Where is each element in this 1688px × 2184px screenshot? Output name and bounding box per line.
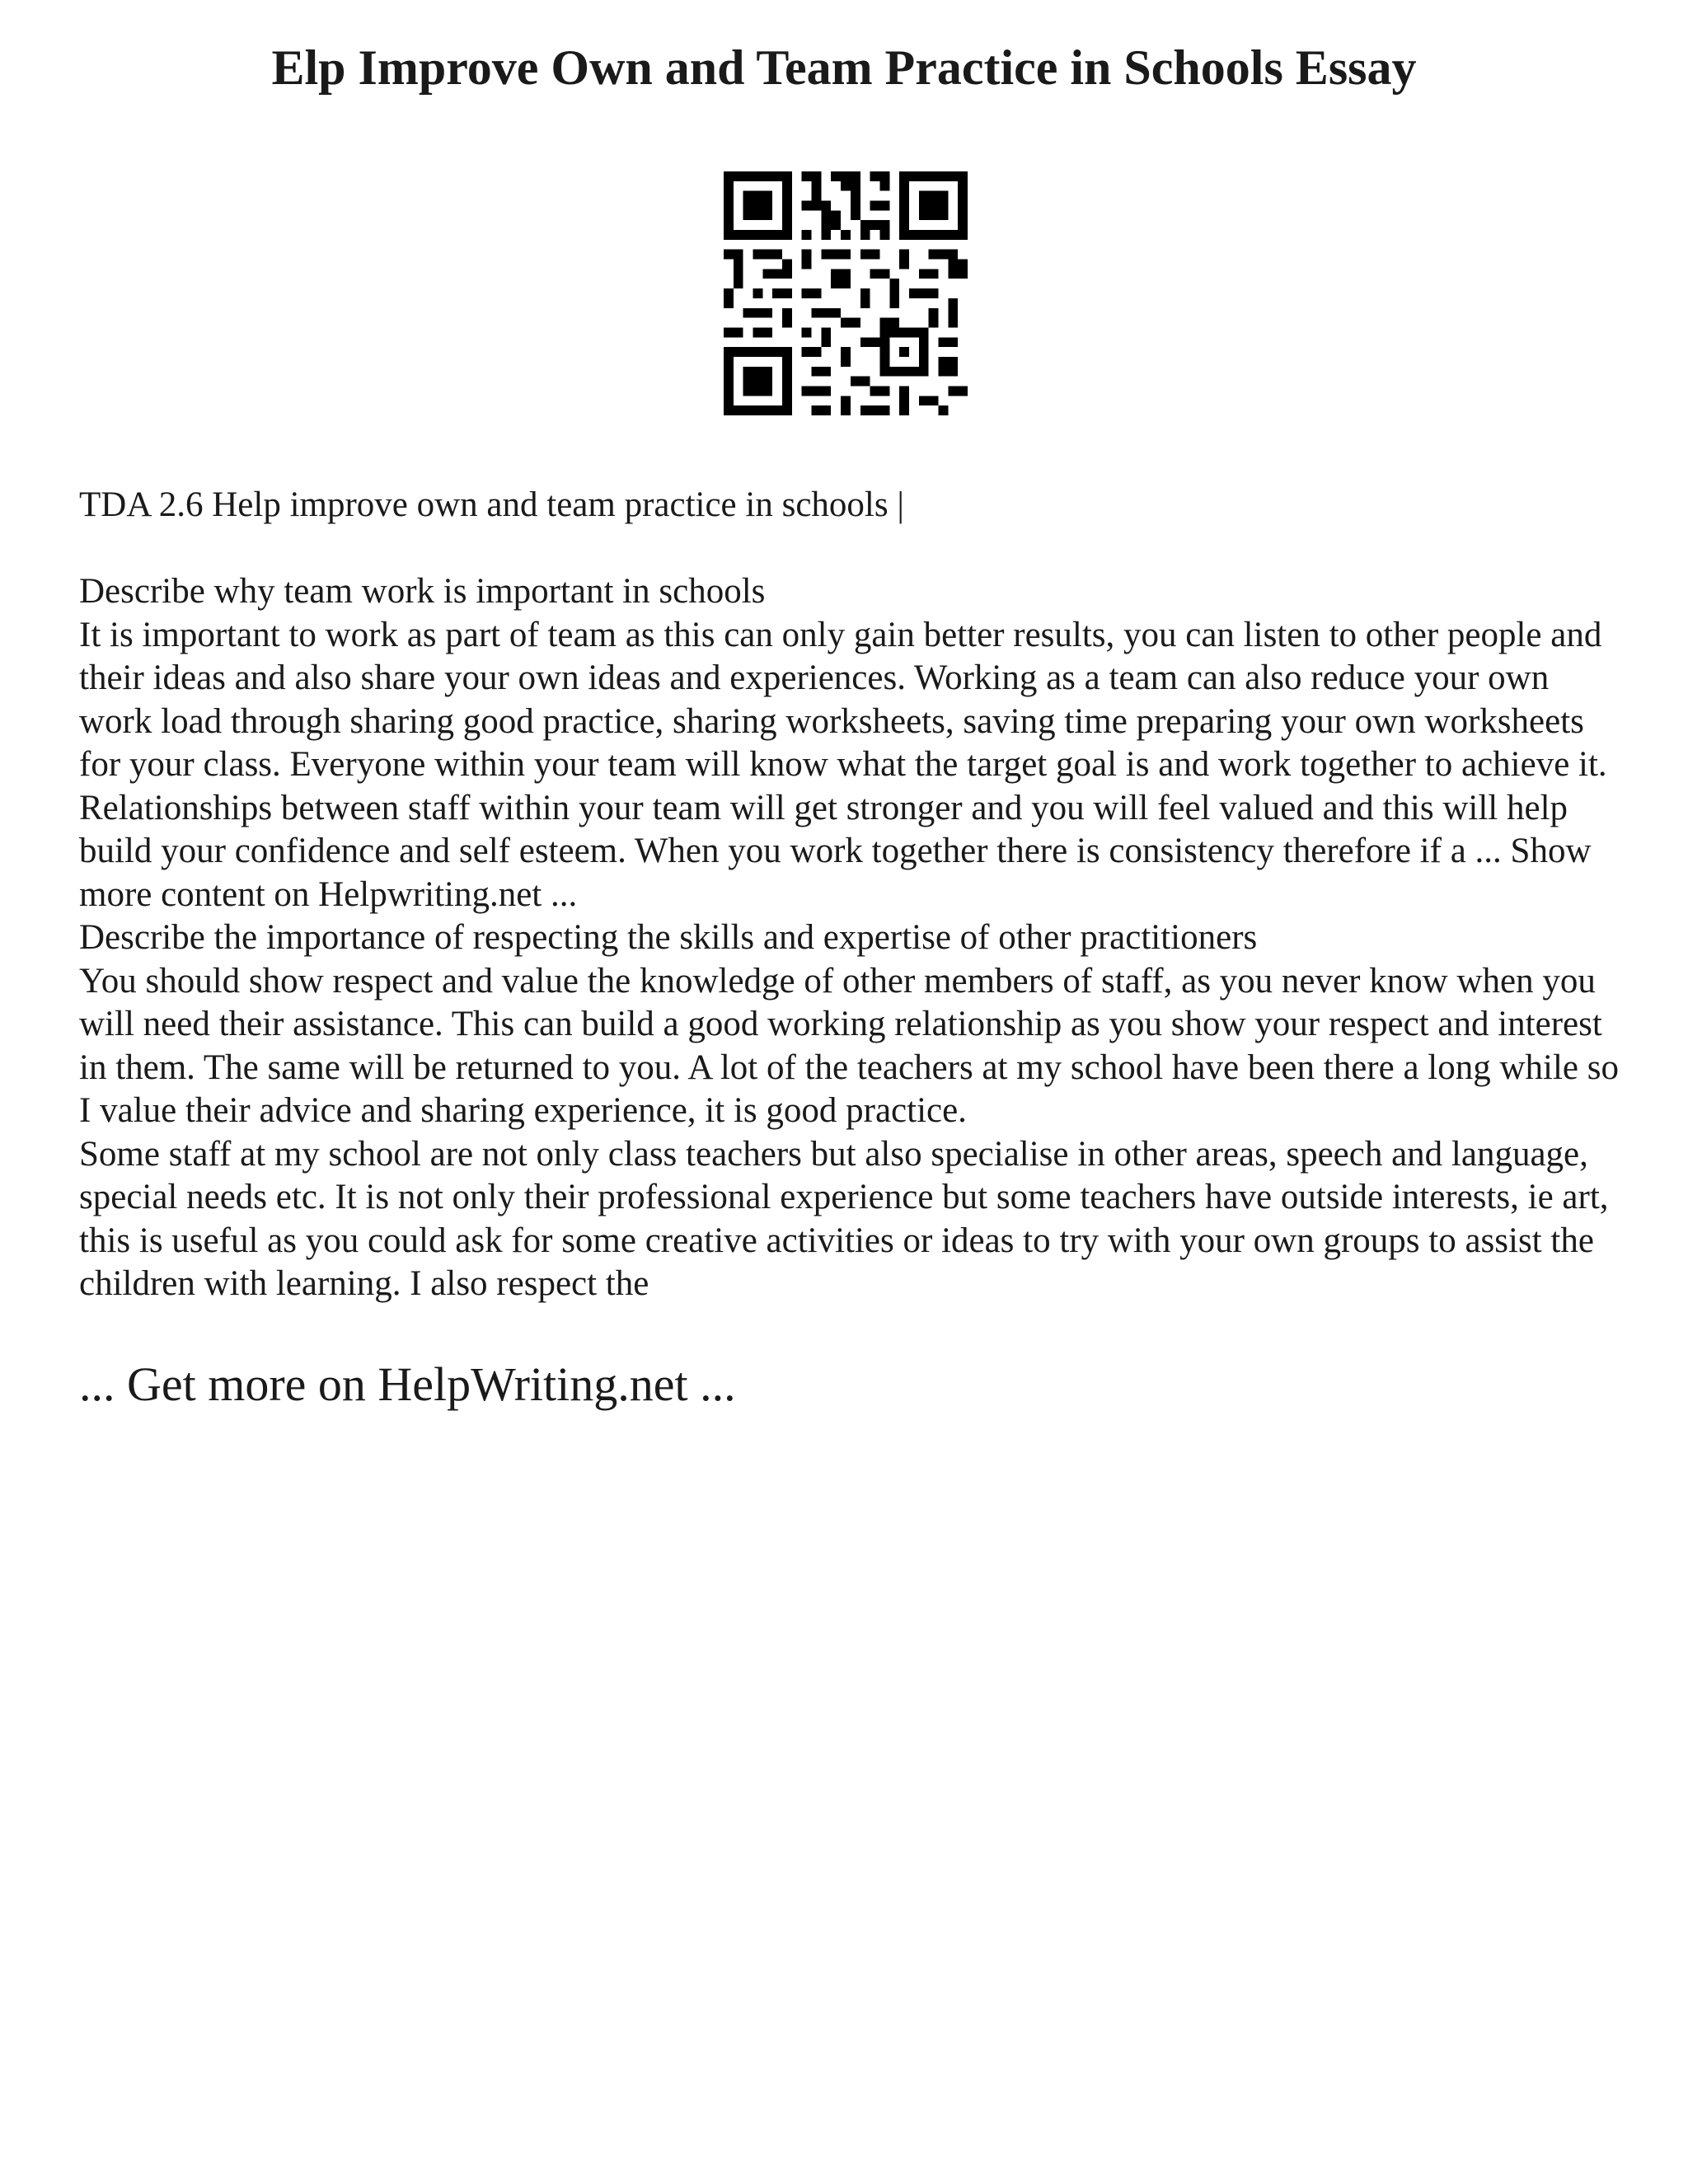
document-title: Elp Improve Own and Team Practice in Schools Essay (271, 40, 1417, 95)
heading-respecting-skills: Describe the importance of respecting the skills and expertise of other practitioners (79, 918, 1258, 957)
get-more-link[interactable]: ... Get more on HelpWriting.net ... (79, 1357, 736, 1411)
paragraph-respect-knowledge: You should show respect and value the knowledge of other members of staff, as you never know when you will need their assistance. This can build a good working relationship as you show your respect and interest in them. The same will be returned to you. A lot of the teachers at my school have been there a long while so I value their advice and sharing experience, it is good practice. (79, 961, 1620, 1130)
qr-code-icon (724, 171, 968, 415)
paragraph-staff-specialise: Some staff at my school are not only class teachers but also specialise in other areas, speech and language, special needs etc. It is not only their professional experience but some teachers have outside interests, ie art, this is useful as you could ask for some creative activities or ideas to try with your own groups to assist the children with learning. I also respect the (79, 1134, 1609, 1303)
heading-team-work: Describe why team work is important in schools (79, 572, 766, 611)
document-body (79, 570, 1629, 1306)
paragraph-team-work: It is important to work as part of team as this can only gain better results, you can listen to other people and their ideas and also share your own ideas and experiences. Working as a team can also reduce your own work load through sharing good practice, sharing worksheets, saving time preparing your own worksheets for your class. Everyone within your team will know what the target goal is and work together to achieve it. Relationships between staff within your team will get stronger and you will feel valued and this will help build your confidence and self esteem. When you work together there is consistency therefore if a ... Show more content on Helpwriting.net ... (79, 615, 1607, 914)
document-subtitle: TDA 2.6 Help improve own and team practice in schools | (79, 485, 904, 524)
